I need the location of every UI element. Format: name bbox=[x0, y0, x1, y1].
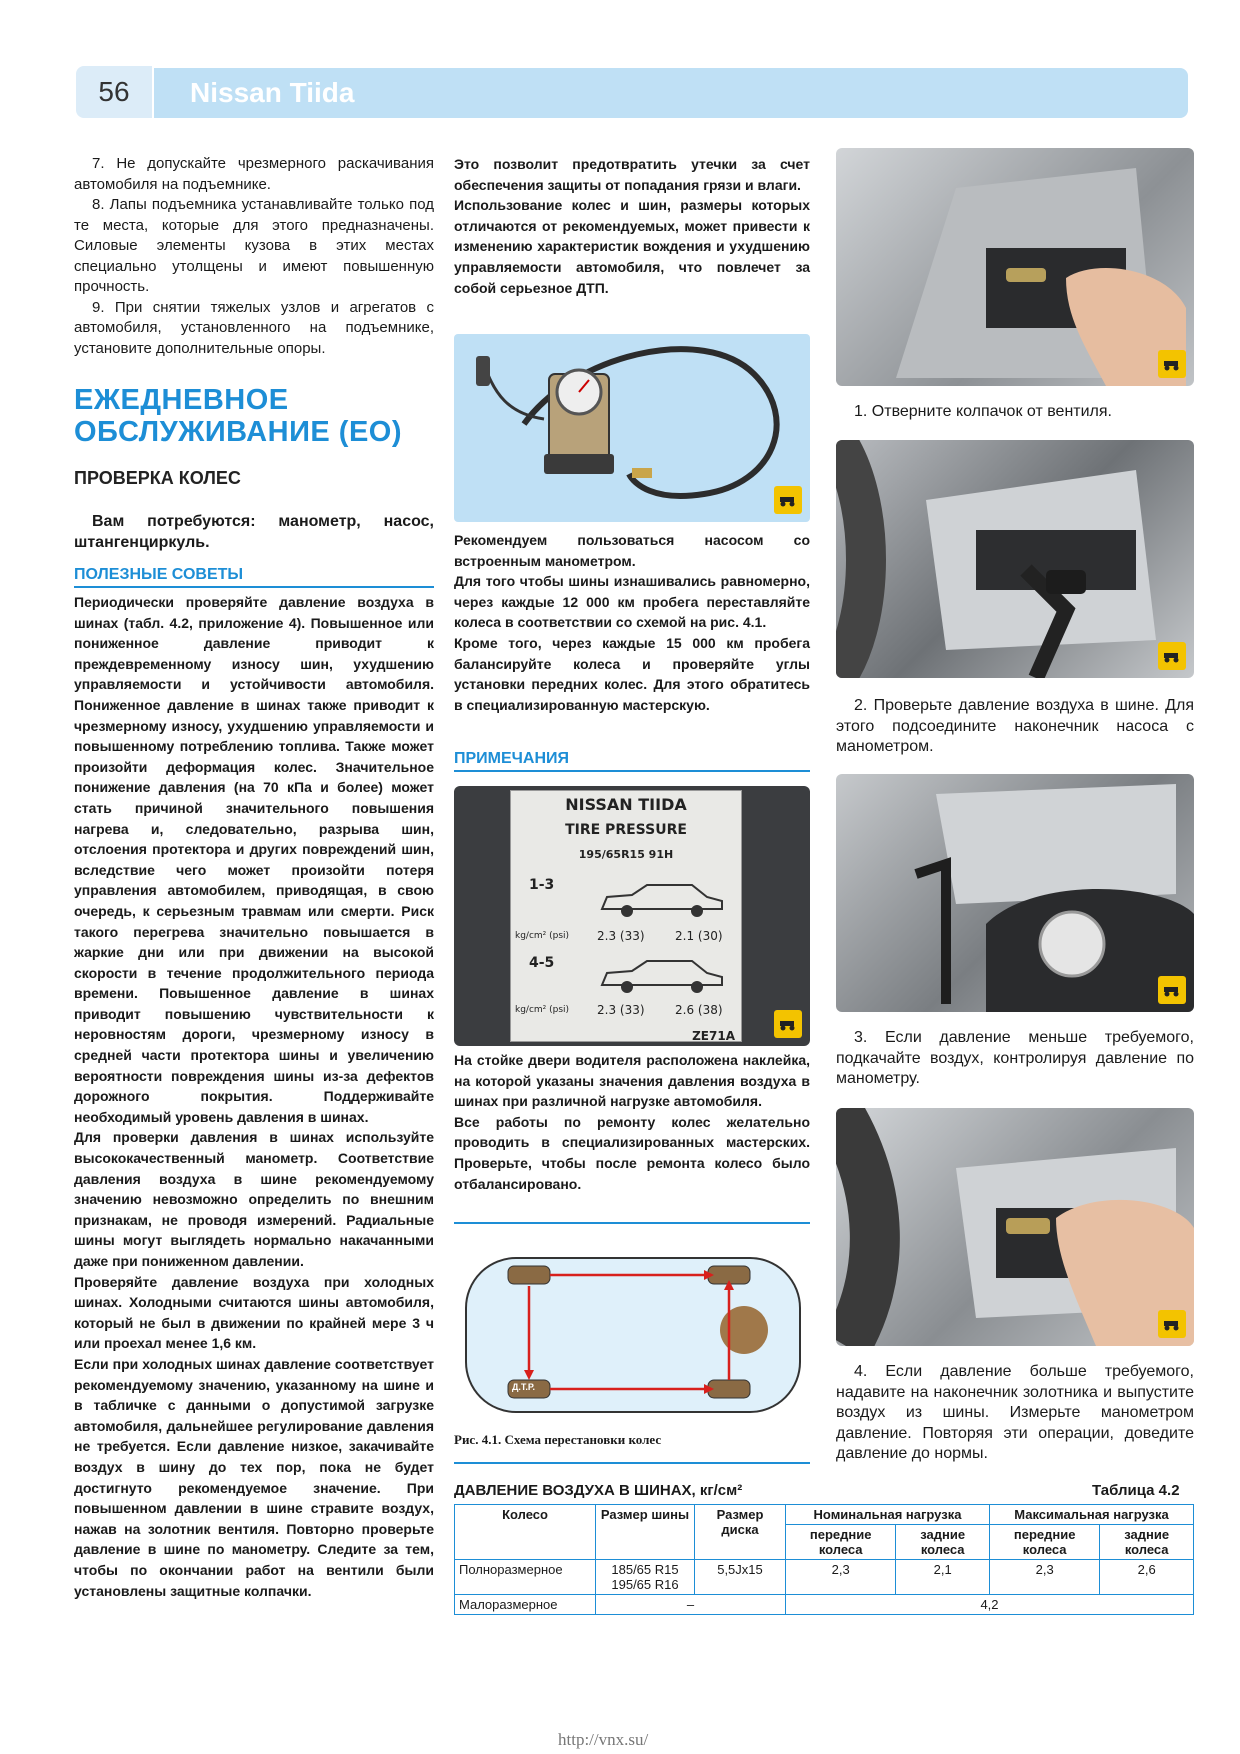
header-tire-size: Размер шины bbox=[596, 1505, 695, 1560]
diagram-label: Д.Т.Р. bbox=[512, 1382, 536, 1392]
step4-caption bbox=[836, 1362, 1194, 1465]
section-heading-line2: ОБСЛУЖИВАНИЕ (ЕО) bbox=[74, 416, 403, 448]
step1-caption bbox=[854, 402, 1194, 423]
sticker-brand: NISSAN TIIDA bbox=[565, 795, 687, 814]
tool-badge-icon bbox=[1158, 642, 1186, 670]
step3-text: 3. Если давление меньше требуемого, подкачайте воздух, контролируя давление по манометру. bbox=[836, 1029, 1194, 1087]
middle-bottom-text bbox=[454, 1050, 810, 1194]
table-row bbox=[455, 1505, 1194, 1525]
middle-paragraph-6: На стойке двери водителя расположена наклейка, на которой указаны значения давления воздуха в шинах при различной нагрузке автомобиля. bbox=[454, 1052, 810, 1110]
row-fullsize-name: Полноразмерное bbox=[455, 1560, 596, 1595]
row-fullsize-tire-2: 195/65 R16 bbox=[611, 1577, 679, 1592]
sticker-load2: 4-5 bbox=[529, 955, 555, 971]
sticker-size: 195/65R15 91H bbox=[578, 848, 674, 861]
step3-caption bbox=[836, 1028, 1194, 1090]
header-nominal-rear: задние колеса bbox=[896, 1525, 990, 1560]
section-heading bbox=[74, 384, 454, 448]
figure-caption: Рис. 4.1. Схема перестановки колес bbox=[454, 1432, 662, 1447]
sticker-load1: 1-3 bbox=[529, 877, 555, 893]
middle-paragraph-5: Кроме того, через каждые 15 000 км пробега балансируйте колеса и проверяйте углы установки передних колес. Для этого обратитесь в специализированную мастерскую. bbox=[454, 634, 810, 713]
tips-paragraph-1: Периодически проверяйте давление воздуха в шинах (табл. 4.2, приложение 4). Повышенное или пониженное давление приводит к преждевременному износу шин, ухудшению управляемости и устойчивости автомобиля. Пониженное давление в шинах также приводит к чрезмерному износу, ухудшению управляемости и повышенному потреблению топлива. Также может произойти деформация колес. Значительное понижение давления (на 70 кПа и более) может стать причиной значительного повышения нагрева и, следовательно, разрыва шин, отслоения протектора и других повреждений шин, вследствие чего может произойти потеря управления автомобилем, приводящая, в свою очередь, к серьезным травмам или смерти. Риск такого перегрева значительно повышается в жаркие дни или при движении на высокой скорости в течение продолжительного периода времени. Повышенное давление в шинах приводит повышению чувствительности к неровностям дороги, чрезмерному износу в средней части протектора шины и увеличению вероятности повреждения шины из-за дефектов дорожного покрытия. Поддерживайте необходимый уровень давления в шинах. bbox=[74, 594, 434, 1125]
valve-cap-illustration bbox=[836, 148, 1194, 386]
table-row bbox=[455, 1560, 1194, 1595]
row-spare-name: Малоразмерное bbox=[455, 1595, 596, 1615]
page-title: Nissan Tiida bbox=[154, 68, 1188, 118]
pump-illustration bbox=[454, 334, 810, 522]
car-icon-1 bbox=[597, 879, 727, 919]
row-fullsize-rim: 5,5Jx15 bbox=[695, 1560, 786, 1595]
deflate-illustration bbox=[836, 1108, 1194, 1346]
table-label: Таблица 4.2 bbox=[1092, 1482, 1180, 1499]
sticker-code: ZE71A bbox=[692, 1029, 735, 1043]
sticker-v1-front: 2.3 (33) bbox=[597, 929, 645, 943]
header-max-rear: задние колеса bbox=[1100, 1525, 1194, 1560]
tool-badge-icon bbox=[774, 1010, 802, 1038]
middle-top-text bbox=[454, 154, 810, 298]
row-spare-value: 4,2 bbox=[786, 1595, 1194, 1615]
row-fullsize-nominal-rear: 2,1 bbox=[896, 1560, 990, 1595]
subheading: ПРОВЕРКА КОЛЕС bbox=[74, 468, 241, 488]
divider bbox=[454, 1222, 810, 1224]
sticker-v1-rear: 2.1 (30) bbox=[675, 929, 723, 943]
tire-pressure-sticker-photo bbox=[454, 786, 810, 1046]
middle-paragraph-2: Использование колес и шин, размеры которых отличаются от рекомендуемых, может привести к изменению характеристик вождения и ухудшению управляемости автомобиля, что повлечет за собой серьезное ДТП. bbox=[454, 197, 810, 296]
middle-paragraph-7: Все работы по ремонту колес желательно проводить в специализированных мастерских. Проверьте, чтобы после ремонта колесо было отбалансировано. bbox=[454, 1113, 810, 1192]
header-nominal-front: передние колеса bbox=[786, 1525, 896, 1560]
step4-photo bbox=[836, 1108, 1194, 1346]
sticker-label bbox=[510, 790, 742, 1042]
sticker-unit-2: kg/cm² (psi) bbox=[515, 1005, 570, 1015]
sticker-v2-front: 2.3 (33) bbox=[597, 1003, 645, 1017]
wheel-rotation-svg bbox=[454, 1230, 810, 1430]
sticker-v2-rear: 2.6 (38) bbox=[675, 1003, 723, 1017]
sticker-unit-1: kg/cm² (psi) bbox=[515, 931, 570, 941]
step1-text: 1. Отверните колпачок от вентиля. bbox=[854, 403, 1112, 420]
step3-photo bbox=[836, 774, 1194, 1012]
gauge-attach-illustration bbox=[836, 440, 1194, 678]
middle-paragraph-4: Для того чтобы шины изнашивались равномерно, через каждые 12 000 км пробега переставляйте колеса в соответствии со схемой на рис. 4.1. bbox=[454, 573, 810, 631]
tools-text: Вам потребуются: манометр, насос, штангенциркуль. bbox=[74, 513, 434, 551]
table-row bbox=[455, 1595, 1194, 1615]
left-column bbox=[74, 154, 434, 359]
tips-paragraph-4: Если при холодных шинах давление соответствует рекомендуемому значению, указанному на шине и в табличке с данными о допустимой загрузке автомобиля, дальнейшее регулирование давления не требуется. Если давление низкое, закачивайте воздух в шину до тех пор, пока не будет достигнуто рекомендуемое значение. При повышенном давлении в шине стравите воздух, нажав на золотник вентиля. Повторно проверьте давление в шине по манометру. Следите за тем, чтобы по окончании работ на вентили были установлены защитные колпачки. bbox=[74, 1355, 434, 1599]
row-fullsize-max-rear: 2,6 bbox=[1100, 1560, 1194, 1595]
divider bbox=[454, 1462, 810, 1464]
tool-badge-icon bbox=[774, 486, 802, 514]
table-title: ДАВЛЕНИЕ ВОЗДУХА В ШИНАХ, кг/см² bbox=[454, 1482, 743, 1499]
paragraph-9: 9. При снятии тяжелых узлов и агрегатов с автомобиля, установленного на подъемнике, установите дополнительные опоры. bbox=[74, 298, 434, 357]
sticker-title: TIRE PRESSURE bbox=[565, 822, 687, 838]
notes-title: ПРИМЕЧАНИЯ bbox=[454, 750, 810, 772]
header-max-load: Максимальная нагрузка bbox=[989, 1505, 1193, 1525]
row-spare-dash: – bbox=[596, 1595, 786, 1615]
step2-caption bbox=[836, 696, 1194, 758]
page-number: 56 bbox=[76, 66, 152, 118]
step2-text: 2. Проверьте давление воздуха в шине. Для этого подсоедините наконечник насоса с манометром. bbox=[836, 697, 1194, 755]
tips-title: ПОЛЕЗНЫЕ СОВЕТЫ bbox=[74, 566, 434, 588]
step1-photo bbox=[836, 148, 1194, 386]
tire-pressure-table bbox=[454, 1504, 1194, 1615]
step4-text: 4. Если давление больше требуемого, надавите на наконечник золотника и выпустите воздух из шины. Измерьте манометром давление. Повторяя эти операции, доведите давление до нормы. bbox=[836, 1363, 1194, 1462]
section-heading-line1: ЕЖЕДНЕВНОЕ bbox=[74, 384, 289, 416]
tool-badge-icon bbox=[1158, 350, 1186, 378]
footer-url[interactable]: http://vnx.su/ bbox=[558, 1730, 649, 1749]
tips-paragraph-2: Для проверки давления в шинах используйте высококачественный манометр. Соответствие давления воздуха в шине рекомендуемому значению невозможно определить по внешним признакам, не проводя измерений. Радиальные шины могут выглядеть нормально накачанными даже при пониженном давлении. bbox=[74, 1129, 434, 1269]
paragraph-8: 8. Лапы подъемника устанавливайте только под те места, которые для этого предназначены. Силовые элементы кузова в этих местах специально утолщены и имеют повышенную прочность. bbox=[74, 196, 434, 295]
row-fullsize-tire bbox=[596, 1560, 695, 1595]
header-nominal-load: Номинальная нагрузка bbox=[786, 1505, 990, 1525]
tool-badge-icon bbox=[1158, 976, 1186, 1004]
tips-body bbox=[74, 592, 434, 1601]
middle-mid-text bbox=[454, 530, 810, 715]
wheel-rotation-diagram bbox=[454, 1230, 810, 1430]
row-fullsize-max-front: 2,3 bbox=[989, 1560, 1099, 1595]
row-fullsize-tire-1: 185/65 R15 bbox=[611, 1562, 679, 1577]
paragraph-7: 7. Не допускайте чрезмерного раскачивания автомобиля на подъемнике. bbox=[74, 155, 434, 193]
pump-photo bbox=[454, 334, 810, 522]
tips-paragraph-3: Проверяйте давление воздуха при холодных шинах. Холодными считаются шины автомобиля, который не был в движении по крайней мере 3 ч или проехал менее 1,6 км. bbox=[74, 1273, 434, 1352]
car-icon-2 bbox=[597, 955, 727, 995]
header-max-front: передние колеса bbox=[989, 1525, 1099, 1560]
step2-photo bbox=[836, 440, 1194, 678]
header-wheel: Колесо bbox=[455, 1505, 596, 1560]
tools-needed bbox=[74, 512, 434, 553]
row-fullsize-nominal-front: 2,3 bbox=[786, 1560, 896, 1595]
inflate-illustration bbox=[836, 774, 1194, 1012]
header-rim-size: Размер диска bbox=[695, 1505, 786, 1560]
middle-paragraph-1: Это позволит предотвратить утечки за счет обеспечения защиты от попадания грязи и влаги. bbox=[454, 156, 810, 193]
tool-badge-icon bbox=[1158, 1310, 1186, 1338]
middle-paragraph-3: Рекомендуем пользоваться насосом со встроенным манометром. bbox=[454, 532, 810, 569]
